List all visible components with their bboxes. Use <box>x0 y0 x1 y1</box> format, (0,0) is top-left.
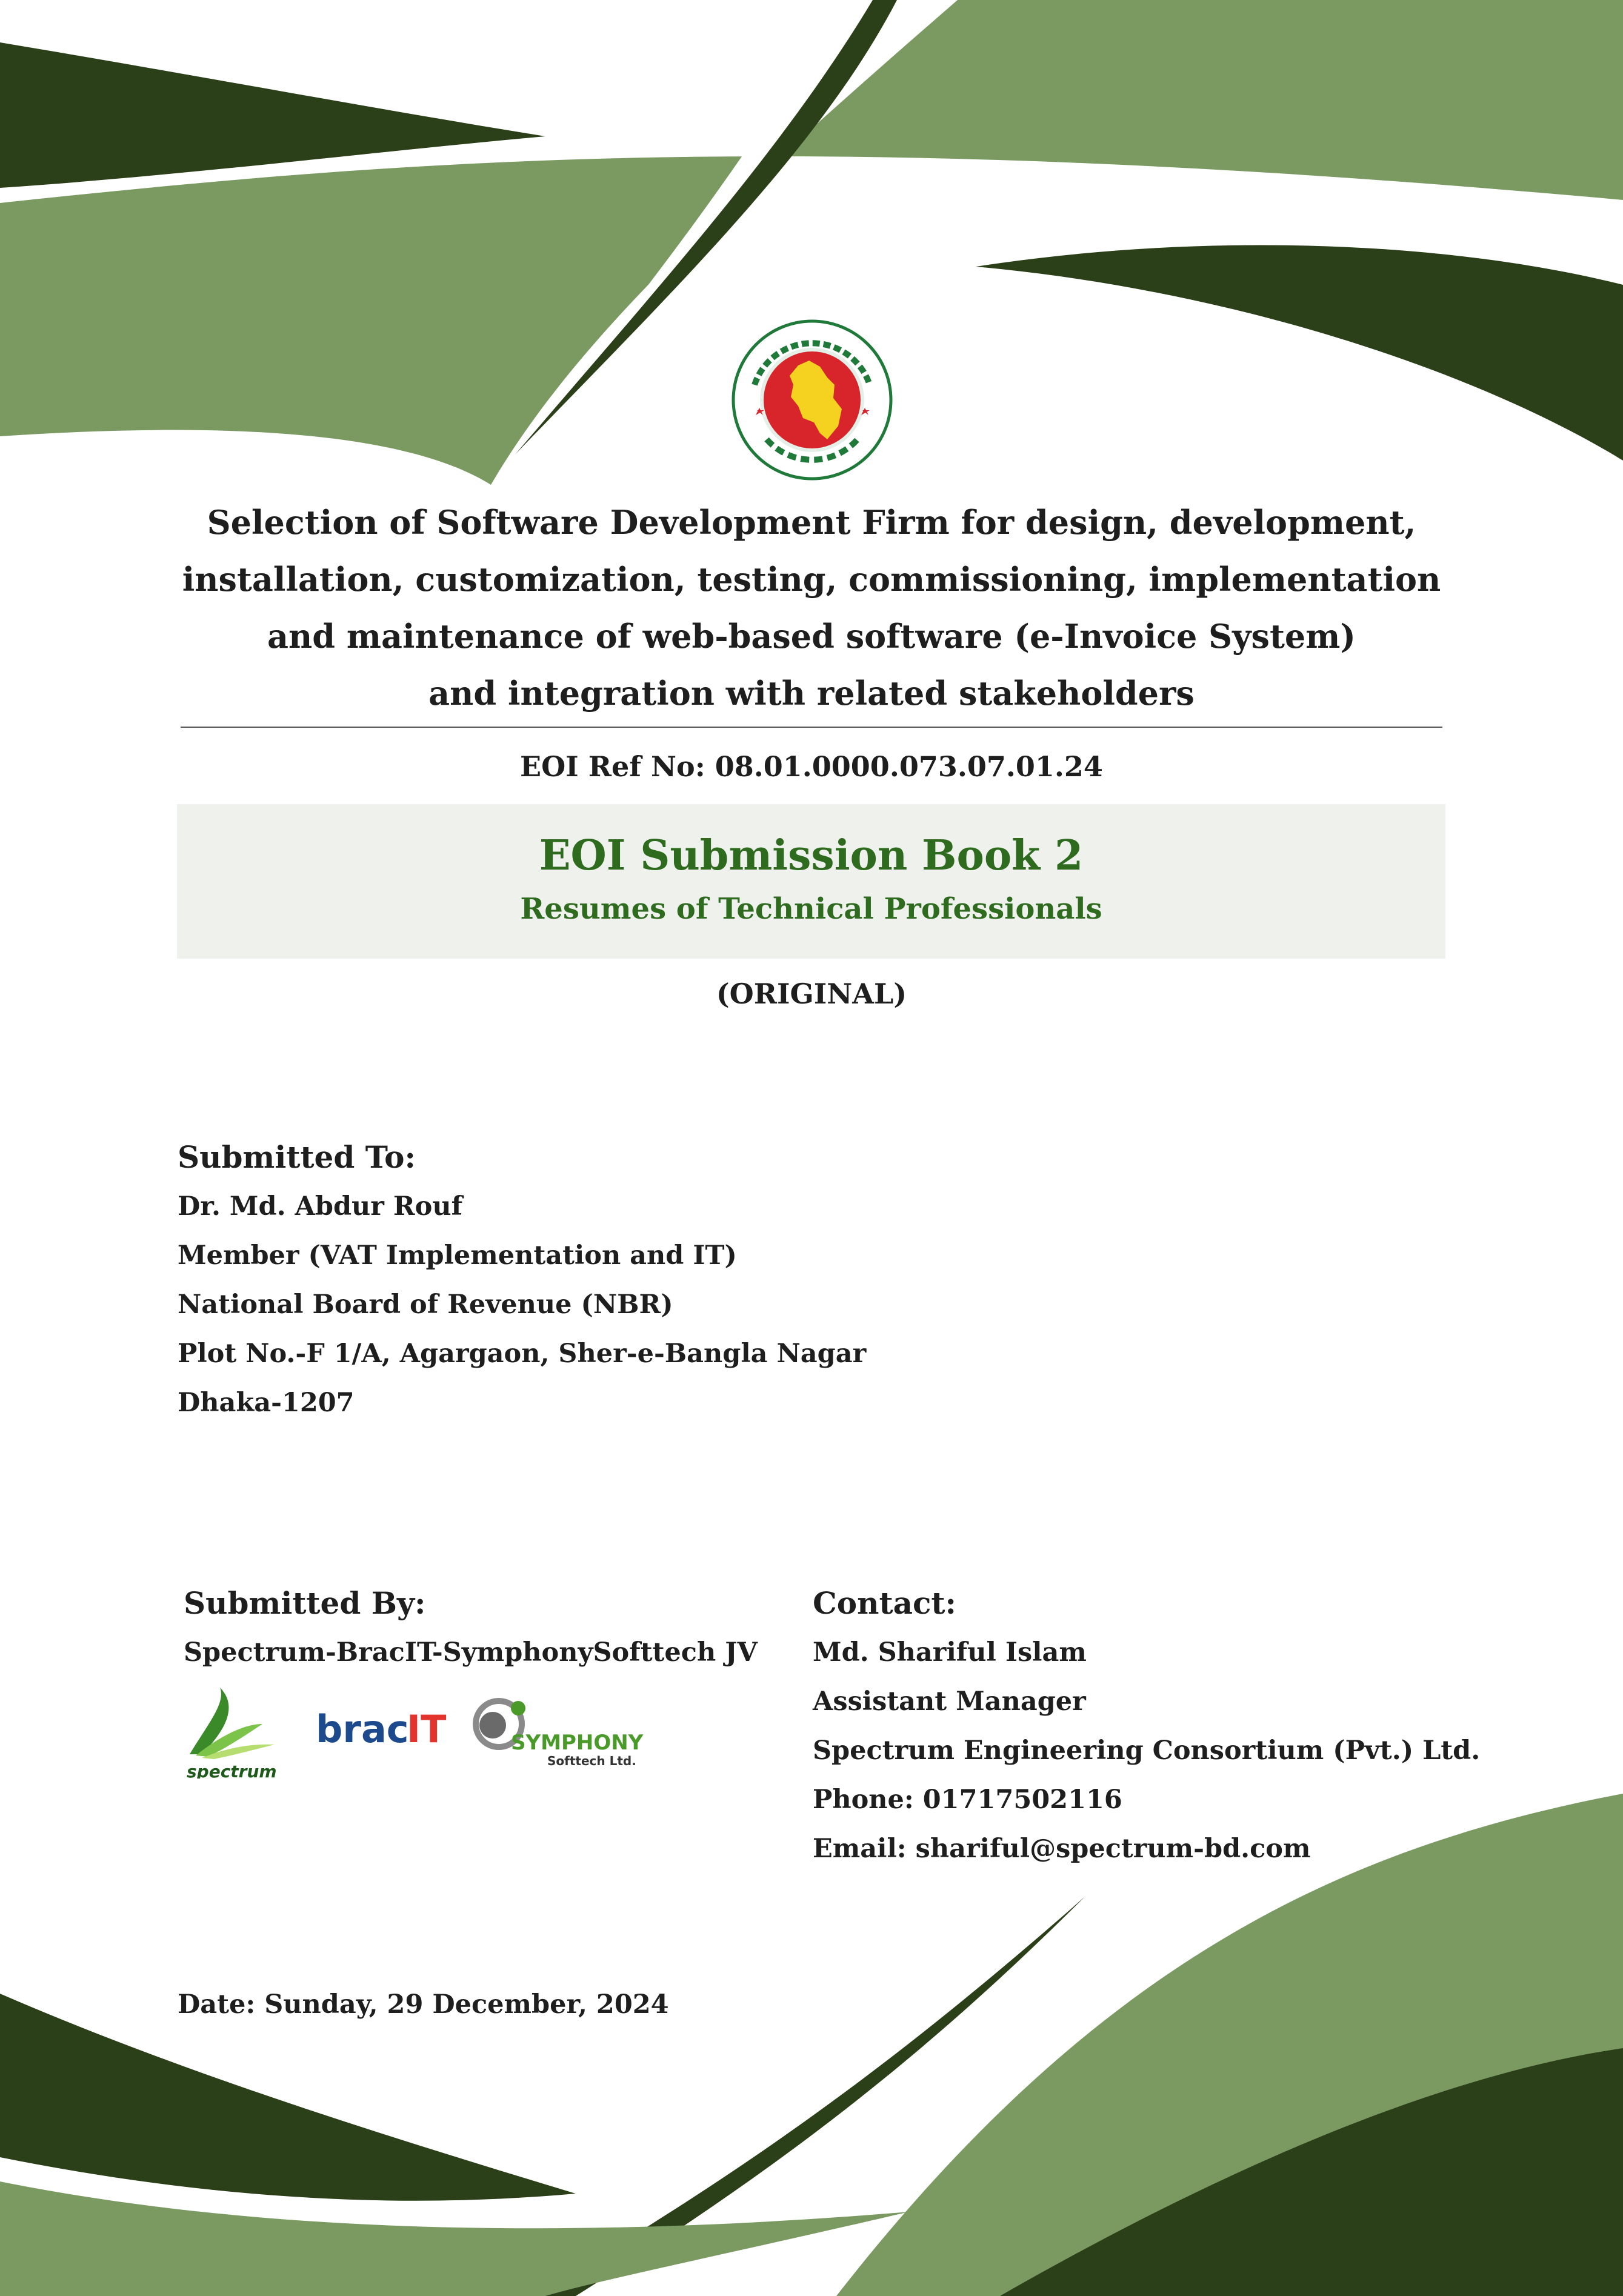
svg-text:SYMPHONY: SYMPHONY <box>511 1731 644 1755</box>
submitted-to-section <box>178 1136 866 1424</box>
book-title-panel <box>177 804 1445 959</box>
book-subtitle: Resumes of Technical Professionals <box>520 892 1102 926</box>
contact-title: Assistant Manager <box>813 1686 1086 1717</box>
recipient-organization: National Board of Revenue (NBR) <box>178 1289 673 1320</box>
title-line: and integration with related stakeholders <box>428 674 1195 713</box>
submission-date: Date: Sunday, 29 December, 2024 <box>178 1989 669 2020</box>
recipient-address: Plot No.-F 1/A, Agargaon, Sher-e-Bangla Nagar <box>178 1339 867 1369</box>
title-divider <box>181 727 1442 728</box>
svg-text:brac: brac <box>316 1707 409 1751</box>
bracit-logo <box>316 1707 446 1751</box>
title-line: and maintenance of web-based software (e-Invoice System) <box>267 617 1356 656</box>
submitter-name: Spectrum-BracIT-SymphonySofttech JV <box>184 1637 758 1668</box>
spectrum-logo <box>187 1688 277 1779</box>
contact-company: Spectrum Engineering Consortium (Pvt.) Ltd. <box>813 1735 1481 1766</box>
contact-section <box>813 1582 1480 1870</box>
submitted-to-heading: Submitted To: <box>178 1139 416 1175</box>
symphony-softtech-logo <box>476 1701 644 1768</box>
copy-label: (ORIGINAL) <box>716 977 907 1010</box>
svg-text:IT: IT <box>407 1707 447 1751</box>
recipient-city: Dhaka-1207 <box>178 1388 355 1418</box>
partner-logos <box>184 1688 668 1779</box>
contact-heading: Contact: <box>813 1585 956 1621</box>
title-line: Selection of Software Development Firm for design, development, <box>207 503 1416 542</box>
contact-name: Md. Shariful Islam <box>813 1637 1087 1668</box>
title-line: installation, customization, testing, commissioning, implementation <box>182 560 1441 599</box>
contact-email: Email: shariful@spectrum-bd.com <box>813 1834 1311 1864</box>
recipient-designation: Member (VAT Implementation and IT) <box>178 1240 737 1271</box>
contact-phone: Phone: 01717502116 <box>813 1785 1122 1815</box>
submitted-by-heading: Submitted By: <box>184 1585 426 1621</box>
svg-text:spectrum: spectrum <box>187 1762 277 1779</box>
recipient-name: Dr. Md. Abdur Rouf <box>178 1191 463 1222</box>
document-title <box>152 494 1471 722</box>
eoi-reference: EOI Ref No: 08.01.0000.073.07.01.24 <box>520 750 1103 783</box>
submitted-by-section <box>184 1582 758 1674</box>
svg-text:Softtech Ltd.: Softtech Ltd. <box>547 1754 636 1768</box>
bangladesh-government-emblem <box>730 318 894 482</box>
book-title: EOI Submission Book 2 <box>539 831 1084 880</box>
